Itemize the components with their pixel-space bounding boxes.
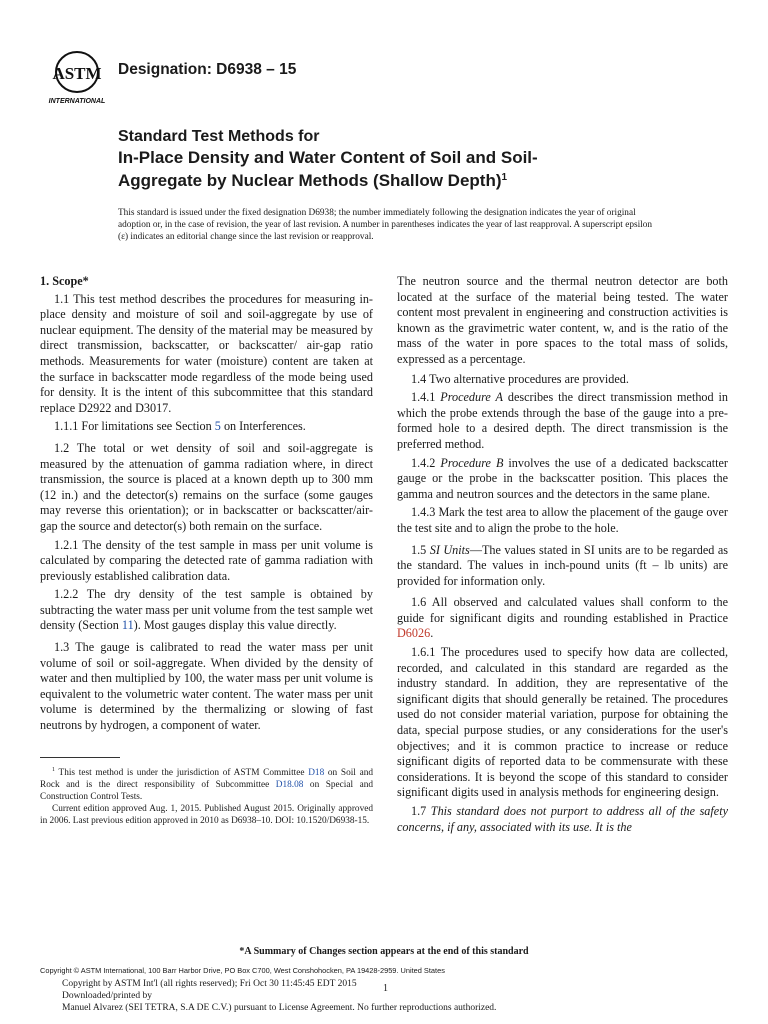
page-number: 1	[383, 983, 388, 994]
procedure-a-label: Procedure A	[440, 390, 503, 405]
para-1-1-1-tail: on Interferences.	[220, 419, 306, 434]
footnote-mark: 1	[52, 767, 55, 773]
stamp-line-1: Copyright by ASTM Int'l (all rights reserved); Fri Oct 30 11:45:45 EDT 2015	[62, 979, 357, 989]
footnote-1	[40, 764, 373, 803]
section-heading-scope: 1. Scope*	[40, 274, 89, 288]
subcommittee-d18-08-link[interactable]: D18.08	[275, 780, 304, 791]
para-1-5	[397, 543, 728, 590]
logo-subtext: INTERNATIONAL	[48, 98, 106, 105]
right-column	[397, 274, 728, 838]
para-1-4-1	[397, 390, 728, 452]
title-line-3: Aggregate by Nuclear Methods (Shallow Depth)	[118, 171, 502, 190]
para-1-2-2	[40, 587, 373, 634]
d6026-link[interactable]: D6026	[397, 626, 431, 641]
para-1-2-2-text: 1.2.2 The dry density of the test sample is obtained by subtracting the water mass per unit volume from the test sample wet density (Section	[40, 587, 373, 633]
para-1-4-1-num: 1.4.1	[411, 390, 441, 405]
para-1-7-text: This standard does not purport to address all of the safety concerns, if any, associated with its use. It is the	[397, 804, 728, 834]
para-1-4-2	[397, 456, 728, 503]
procedure-b-label: Procedure B	[440, 455, 504, 470]
para-1-7	[397, 804, 728, 835]
para-1-2: 1.2 The total or wet density of soil and soil-aggregate is measured by the attenuation of gamma radiation where, in direct transmission, the source is placed at a known depth up to 300 mm (12 in.) and the detector(s) remains on the surface (some gauges may reverse this orientation); or in backscatter or backscatter/air-gap the source and detector(s) both remain on the surface.	[40, 440, 373, 533]
para-1-6-tail: .	[430, 626, 434, 641]
para-1-6-1: 1.6.1 The procedures used to specify how data are collected, recorded, and calculated in this standard are regarded as the industry standard. In addition, they are representative of the significant digits that should generally be retained. The procedures used do not consider material variation, purpose for obtaining the data, special purpose studies, or any considerations for the user's objectives; and it is common practice to increase or reduce significant digits of reported data to be commensurate with these considerations. It is beyond the scope of this standard to consider significant digits used in analysis methods for engineering design.	[397, 645, 728, 800]
download-stamp	[62, 978, 496, 1014]
title-line-1: Standard Test Methods for	[118, 128, 320, 145]
para-1-4-3: 1.4.3 Mark the test area to allow the placement of the gauge over the test site and to align the probe to the hole.	[397, 505, 728, 535]
stamp-line-2: Downloaded/printed by	[62, 991, 152, 1001]
footnote-text-b: on Soil and Rock and is the direct responsibility of Subcommittee	[40, 768, 373, 791]
title-footnote-mark: 1	[501, 172, 508, 183]
committee-d18-link[interactable]: D18	[308, 768, 325, 779]
footnote	[40, 764, 373, 827]
logo-text: ASTM	[52, 64, 102, 83]
para-1-1: 1.1 This test method describes the procedures for measuring in-place density and moisture of soil and soil-aggregate by use of nuclear equipment. The density of the material may be measured by direct transmission, backscatter, or backscatter/ air-gap ratio methods. Measurements for water (moisture) content are taken at the surface in backscatter mode regardless of the mode being used for density. It is the intent of this subcommittee that this standard replace D2922 and D3017.	[40, 291, 373, 415]
para-1-1-1	[40, 419, 373, 435]
footnote-text-a: This test method is under the jurisdiction of ASTM Committee	[55, 768, 309, 779]
left-column	[40, 274, 373, 737]
summary-of-changes-note: *A Summary of Changes section appears at the end of this standard	[239, 946, 529, 957]
document-title	[118, 127, 678, 192]
para-1-3-continued: The neutron source and the thermal neutron detector are both located at the surface of the material being tested. The water content most prevalent in engineering and construction activities is known as the gravimetric water content, w, and is the ratio of the mass of the water in pore spaces to the total mass of solids, expressed as a percentage.	[397, 274, 728, 366]
astm-logo	[44, 50, 110, 106]
designation	[118, 61, 296, 79]
designation-year: – 15	[261, 61, 297, 78]
section-11-link[interactable]: 11	[121, 618, 134, 633]
para-1-2-1: 1.2.1 The density of the test sample in mass per unit volume is calculated by comparing the detected rate of gamma radiation with previously established calibration data.	[40, 537, 373, 583]
para-1-7-num: 1.7	[411, 804, 431, 818]
para-1-5-text: —The values stated in SI units are to be regarded as the standard. The values in inch-pound units (ft – lb units) are provided for information only.	[397, 542, 729, 588]
si-units-label: SI Units	[429, 542, 470, 557]
para-1-6-text: 1.6 All observed and calculated values shall conform to the guide for significant digits and rounding established in Practice	[397, 595, 728, 625]
para-1-4: 1.4 Two alternative procedures are provided.	[411, 371, 629, 386]
designation-label: Designation: D6938	[118, 61, 262, 78]
footnote-text-c: on Special and Construction Control Tests.	[40, 780, 374, 803]
copyright-line: Copyright © ASTM International, 100 Barr Harbor Drive, PO Box C700, West Conshohocken, PA 19428-2959. United States	[40, 966, 445, 975]
para-1-6	[397, 595, 728, 642]
issuance-note: This standard is issued under the fixed designation D6938; the number immediately following the designation indicates the year of original adoption or, in the case of revision, the year of last revision. A number in parentheses indicates the year of last reapproval. A superscript epsilon (ε) indicates an editorial change since the last revision or reapproval.	[118, 208, 653, 242]
para-1-4-2-num: 1.4.2	[411, 455, 441, 470]
para-1-2-2-tail: ). Most gauges display this value directly.	[133, 618, 337, 633]
para-1-4-2-text: involves the use of a dedicated backscatter gauge or the probe in the backscatter position. This places the gamma and neutron sources and the detectors in the same plane.	[397, 455, 728, 501]
para-1-3: 1.3 The gauge is calibrated to read the water mass per unit volume of soil or soil-aggregate. When divided by the density of water and then multiplied by 100, the water mass per unit volume is equivalent to the volumetric water content. The water mass per unit volume is determined by the thermalizing or slowing of fast neutrons by hydrogen, a component of water.	[40, 640, 373, 733]
para-1-5-num: 1.5	[411, 542, 430, 557]
para-1-1-1-text: 1.1.1 For limitations see Section	[54, 419, 215, 434]
footnote-divider	[40, 757, 120, 758]
para-1-4-1-text: describes the direct transmission method in which the probe extends through the base of the gauge into a pre-formed hole to a desired depth. The direct transmission is the preferred method.	[397, 390, 728, 451]
stamp-line-3: Manuel Alvarez (SEI TETRA, S.A DE C.V.) pursuant to License Agreement. No further reproductions authorized.	[62, 1003, 497, 1013]
section-5-link[interactable]: 5	[214, 419, 221, 434]
title-line-3-wrap	[118, 168, 678, 192]
title-line-2: In-Place Density and Water Content of Soil and Soil-	[118, 147, 538, 167]
footnote-approval: Current edition approved Aug. 1, 2015. Published August 2015. Originally approved in 2006. Last previous edition approved in 2010 as D6938–10. DOI: 10.1520/D6938-15.	[40, 804, 373, 827]
